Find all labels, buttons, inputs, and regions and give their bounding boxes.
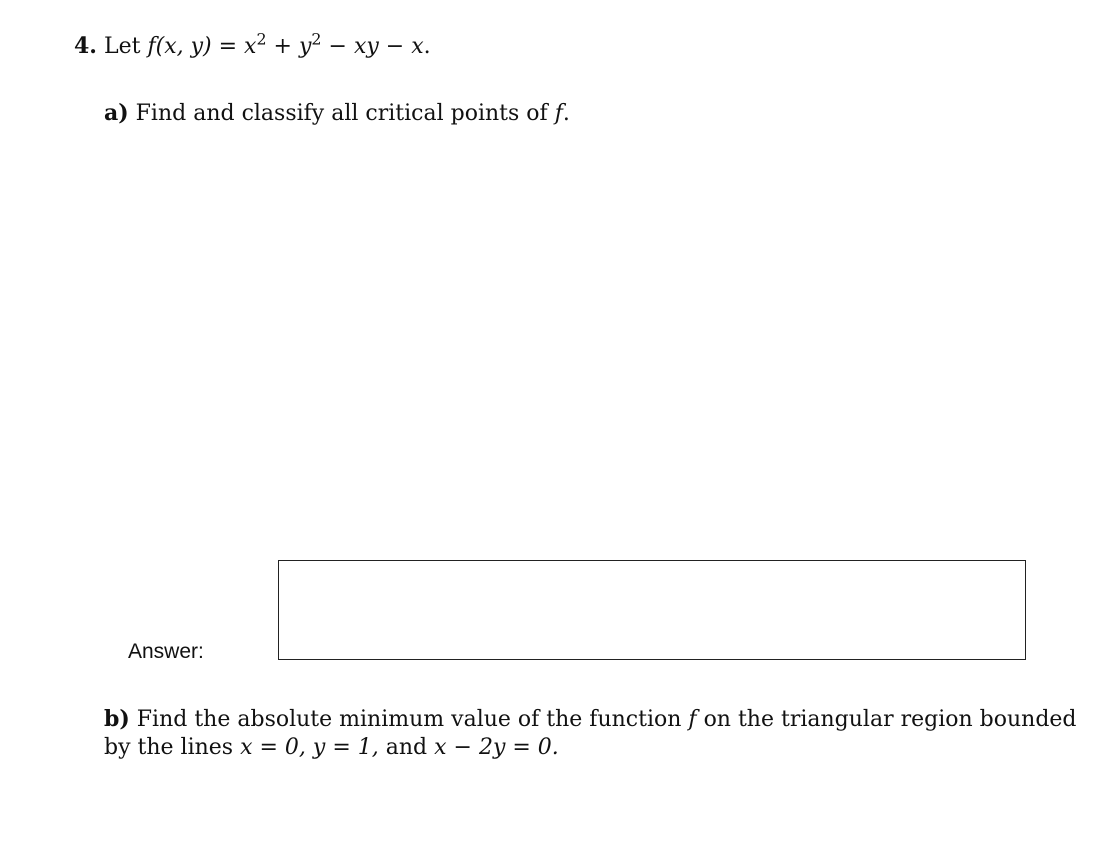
- equation-1: x = 0,: [240, 735, 306, 760]
- answer-label: Answer:: [128, 640, 204, 663]
- part-a-period: .: [562, 101, 570, 126]
- problem-number: 4.: [74, 33, 97, 59]
- part-a-label: a): [104, 100, 129, 126]
- plus-sign: +: [273, 34, 292, 59]
- answer-box[interactable]: [278, 560, 1026, 660]
- problem-intro: Let: [103, 34, 141, 59]
- part-b-label: b): [104, 706, 130, 732]
- exponent-x: 2: [256, 29, 267, 49]
- exponent-y: 2: [311, 29, 322, 49]
- problem-statement: [74, 29, 431, 60]
- part-b-prefix: by the lines: [104, 735, 234, 760]
- function-args: (x, y): [155, 34, 212, 59]
- equals-sign: =: [218, 34, 238, 59]
- term-xy: xy: [353, 34, 379, 59]
- term-y: y: [298, 34, 312, 59]
- part-b-question-line-1: [104, 706, 1077, 733]
- function-name: f: [147, 34, 156, 59]
- minus-sign-1: −: [328, 34, 347, 59]
- part-b-question-line-2: [104, 735, 559, 761]
- term-last: x: [411, 34, 424, 59]
- term-x: x: [244, 34, 257, 59]
- part-b-text-2: on the triangular region bounded: [703, 707, 1077, 732]
- part-a-text: Find and classify all critical points of: [135, 101, 548, 126]
- part-a-symbol: f: [554, 101, 563, 126]
- part-b-text-1: Find the absolute minimum value of the function: [136, 707, 682, 732]
- equation-2: y = 1,: [312, 735, 379, 760]
- part-b-symbol: f: [688, 707, 697, 732]
- equation-3: x − 2y = 0.: [434, 735, 559, 760]
- minus-sign-2: −: [385, 34, 405, 59]
- part-a-question: [104, 100, 570, 127]
- problem-period: .: [423, 34, 431, 59]
- part-b-conjunction: and: [385, 735, 428, 760]
